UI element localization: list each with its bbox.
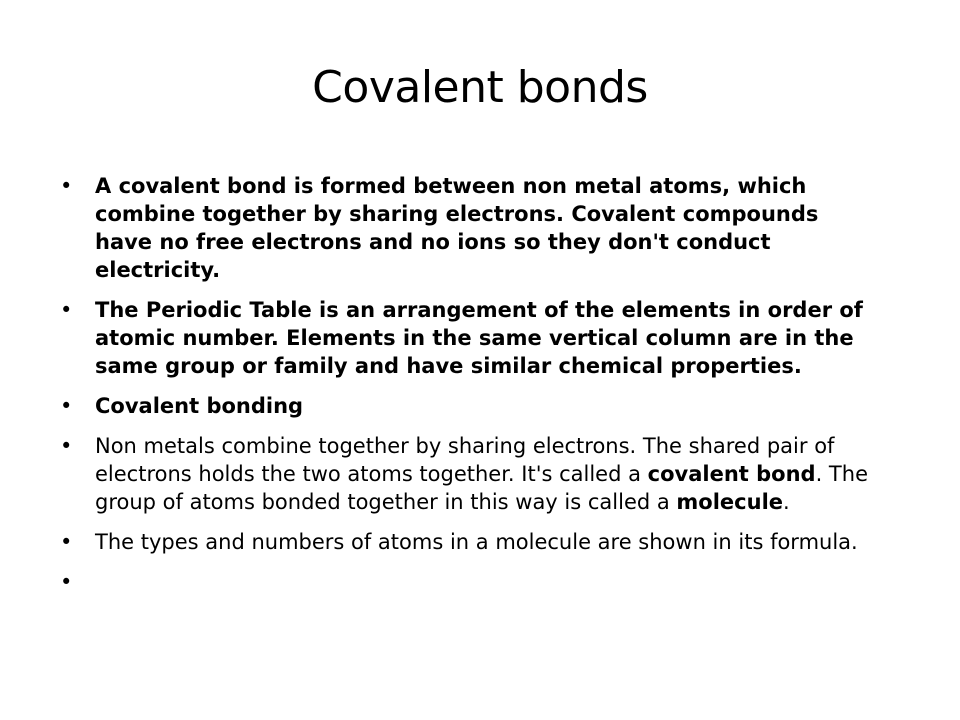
bullet-icon: •: [60, 394, 73, 418]
bullet-item: [60, 528, 880, 556]
bullet-item: [60, 392, 880, 420]
bullet-icon: •: [60, 530, 73, 554]
bullet-icon: •: [60, 298, 73, 322]
bullet-item: [60, 296, 880, 380]
bullet-text: A covalent bond is formed between non metal atoms, which combine together by sharing electrons. Covalent compounds have no free electrons and no ions so they don't conduct electricity.: [95, 174, 819, 282]
bullet-item: [60, 432, 880, 516]
bullet-item-empty: [60, 568, 880, 596]
bullet-icon: •: [60, 434, 73, 458]
bullet-text-part: Non metals combine together by sharing electrons. The shared pair of electrons holds the two atoms together. It's called a: [95, 434, 835, 486]
bullet-text: The types and numbers of atoms in a molecule are shown in its formula.: [95, 530, 858, 554]
bullet-text-part: .: [783, 490, 790, 514]
bullet-text-part: . The group of atoms bonded together in this way is called a: [95, 462, 868, 514]
bullet-text: [95, 434, 868, 514]
slide-title: Covalent bonds: [312, 62, 648, 113]
bullet-icon: •: [60, 570, 73, 594]
bullet-icon: •: [60, 174, 73, 198]
bold-term-covalent-bond: covalent bond: [647, 462, 816, 486]
bold-term-molecule: molecule: [676, 490, 784, 514]
bullet-list: [60, 172, 880, 608]
bullet-item: [60, 172, 880, 284]
bullet-text: Covalent bonding: [95, 394, 304, 418]
bullet-text: The Periodic Table is an arrangement of the elements in order of atomic number. Elements in the same vertical column are in the same group or family and have similar chemical properties.: [95, 298, 863, 378]
